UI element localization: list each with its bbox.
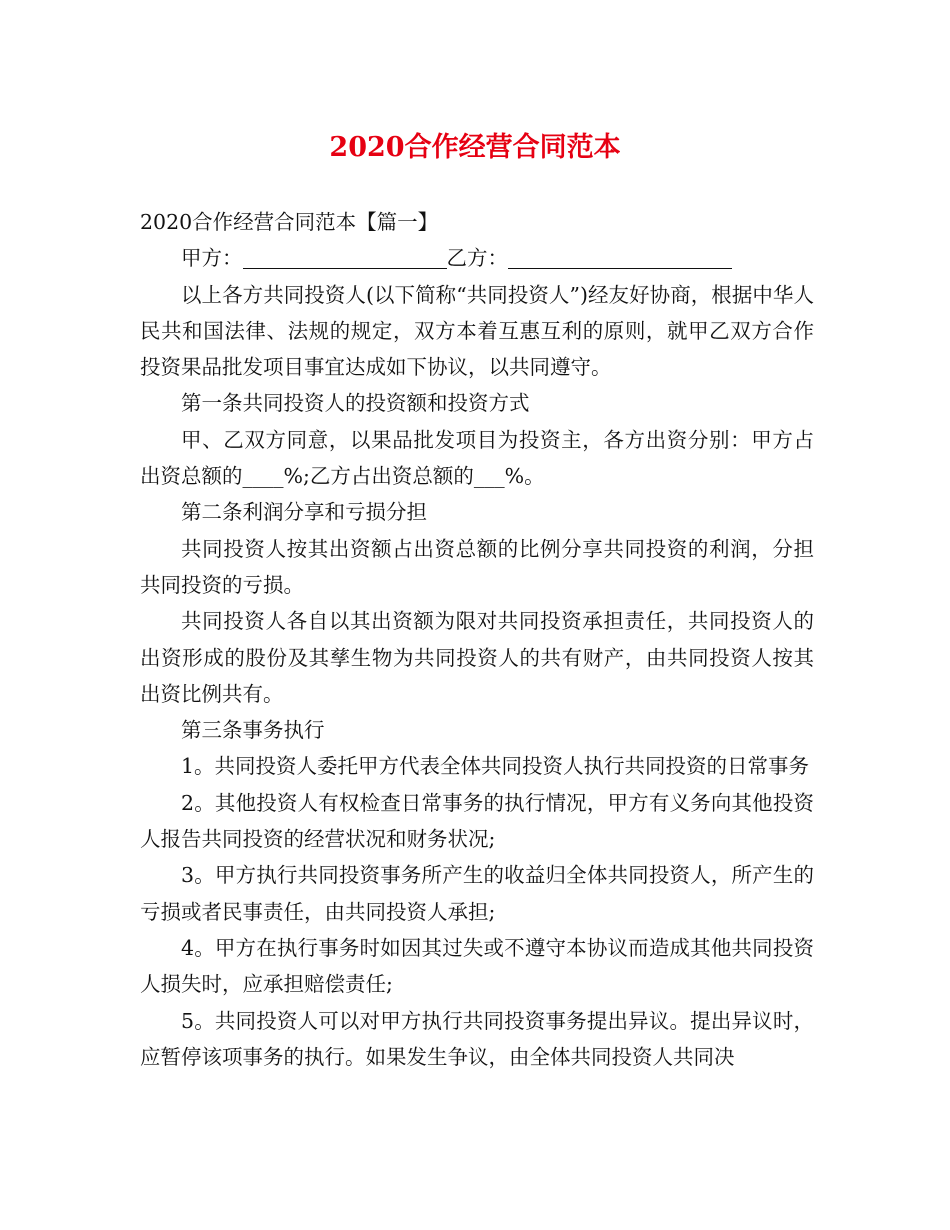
list-item: 5。共同投资人可以对甲方执行共同投资事务提出异议。提出异议时，应暂停该项事务的执行。如果发生争议，由全体共同投资人共同决 xyxy=(140,1008,814,1069)
party-b-blank xyxy=(508,246,732,269)
article-heading: 第二条利润分享和亏损分担 xyxy=(181,500,427,525)
article-heading: 第一条共同投资人的投资额和投资方式 xyxy=(181,391,530,416)
paragraph: 共同投资人各自以其出资额为限对共同投资承担责任，共同投资人的出资形成的股份及其孳生物为共同投资人的共有财产，由共同投资人按其出资比例共有。 xyxy=(140,609,814,706)
party-a-blank xyxy=(243,246,447,269)
paragraph: 甲、乙双方同意，以果品批发项目为投资主，各方出资分别：甲方占出资总额的____%;乙方占出资总额的___%。 xyxy=(140,427,814,489)
signature-row xyxy=(140,240,814,276)
paragraph: 以上各方共同投资人(以下简称“共同投资人”)经友好协商，根据中华人民共和国法律、法规的规定，双方本着互惠互利的原则，就甲乙双方合作投资果品批发项目事宜达成如下协议，以共同遵守。 xyxy=(140,282,814,380)
list-item: 2。其他投资人有权检查日常事务的执行情况，甲方有义务向其他投资人报告共同投资的经营状况和财务状况; xyxy=(140,790,814,852)
list-item: 3。甲方执行共同投资事务所产生的收益归全体共同投资人，所产生的亏损或者民事责任，由共同投资人承担; xyxy=(140,863,814,924)
list-item: 1。共同投资人委托甲方代表全体共同投资人执行共同投资的日常事务 xyxy=(181,754,810,779)
party-b-label: 乙方： xyxy=(446,246,508,271)
document-body xyxy=(140,204,814,1075)
section-heading: 2020合作经营合同范本【篇一】 xyxy=(140,210,439,234)
party-a-label: 甲方： xyxy=(181,246,243,271)
paragraph: 共同投资人按其出资额占出资总额的比例分享共同投资的利润，分担共同投资的亏损。 xyxy=(140,536,814,597)
list-item: 4。甲方在执行事务时如因其过失或不遵守本协议而造成其他共同投资人损失时，应承担赔偿责任; xyxy=(140,935,814,997)
article-heading: 第三条事务执行 xyxy=(181,718,325,743)
document-title: 2020合作经营合同范本 xyxy=(329,132,621,163)
